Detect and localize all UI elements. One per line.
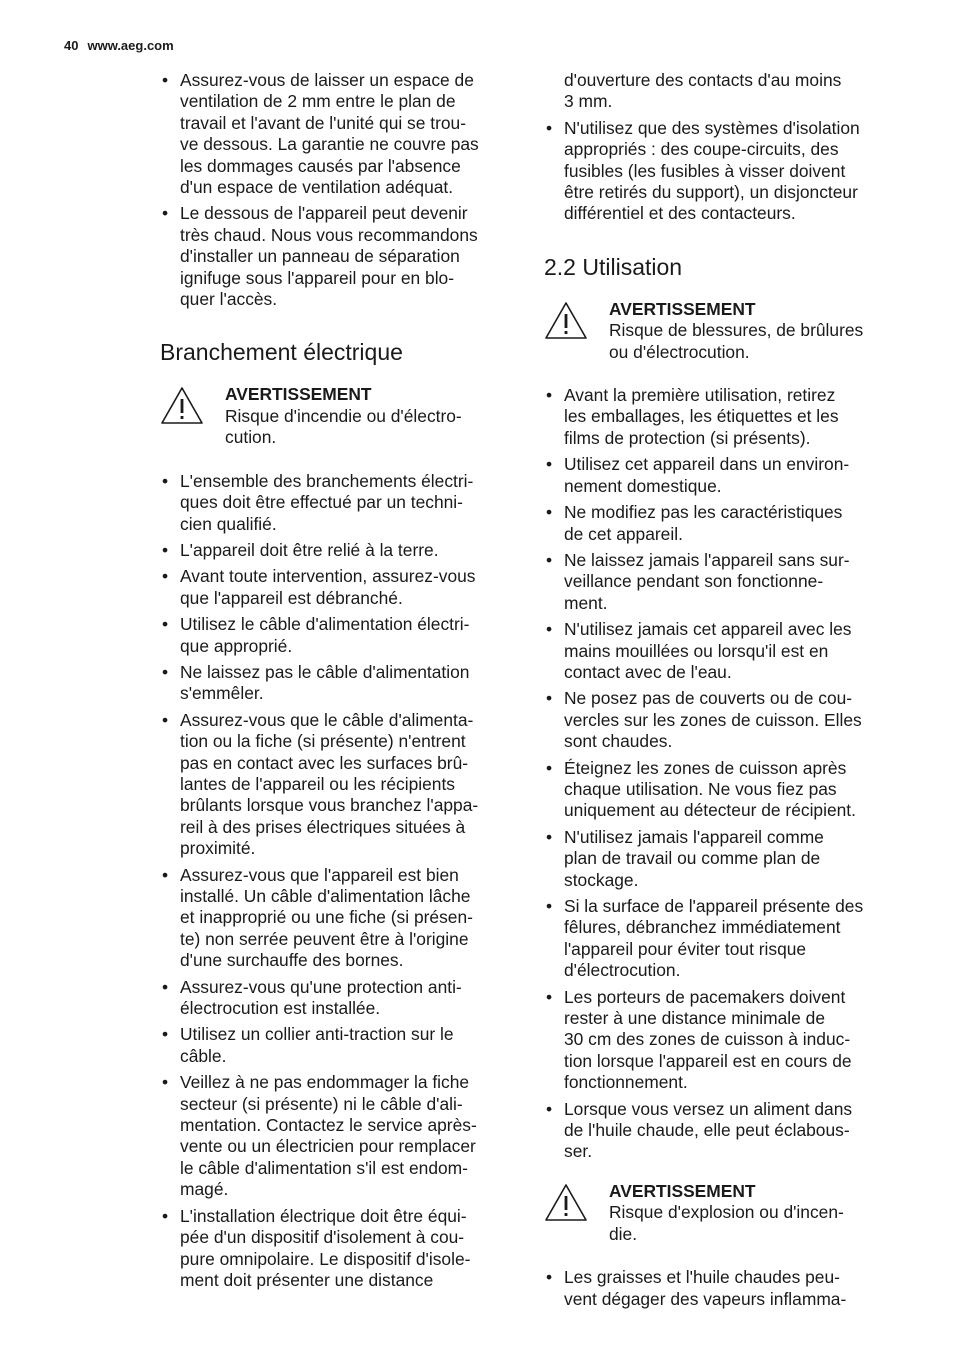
list-item: • Assurez-vous qu'une protection anti- électrocution est installée.	[160, 977, 514, 1020]
left-column	[160, 70, 514, 1296]
list-item: • Avant toute intervention, assurez-vous que l'appareil est débranché.	[160, 566, 514, 609]
grease-bullet-list	[544, 1267, 896, 1310]
list-item: • Le dessous de l'appareil peut devenir très chaud. Nous vous recommandons d'installer un panneau de séparation ignifuge sous l'appareil pour en blo- quer l'accès.	[160, 203, 514, 310]
warning-text: Risque de blessures, de brûlures ou d'électrocution.	[609, 320, 864, 362]
list-item: • N'utilisez jamais l'appareil comme plan de travail ou comme plan de stockage.	[544, 827, 896, 891]
usage-bullet-list	[544, 385, 896, 1163]
list-item: • N'utilisez jamais cet appareil avec les mains mouillées ou lorsqu'il est en contact avec de l'eau.	[544, 619, 896, 683]
section-number: 2.2	[544, 253, 576, 280]
list-item: • Si la surface de l'appareil présente des fêlures, débranchez immédiatement l'appareil pour éviter tout risque d'électrocution.	[544, 896, 896, 982]
list-item: • Utilisez le câble d'alimentation électri- que approprié.	[160, 614, 514, 657]
list-item: • Lorsque vous versez un aliment dans de l'huile chaude, elle peut éclabous- ser.	[544, 1099, 896, 1163]
list-item: • Assurez-vous que le câble d'alimenta- tion ou la fiche (si présente) n'entrent pas en contact avec les surfaces brû- lantes de l'appareil ou les récipients brûlants lorsque vous branchez l'appa- reil à des prises électriques situées à proximité.	[160, 710, 514, 860]
website-url: www.aeg.com	[87, 38, 174, 53]
page-header	[64, 38, 174, 53]
page-number: 40	[64, 38, 79, 53]
list-item: • Utilisez un collier anti-traction sur le câble.	[160, 1024, 514, 1067]
list-item: • L'ensemble des branchements électri- ques doit être effectué par un techni- cien qualifié.	[160, 471, 514, 535]
list-item: • L'appareil doit être relié à la terre.	[160, 540, 514, 561]
warning-box-electrical	[160, 384, 514, 448]
list-item: • Éteignez les zones de cuisson après chaque utilisation. Ne vous fiez pas uniquement au détecteur de récipient.	[544, 758, 896, 822]
list-item: • Avant la première utilisation, retirez les emballages, les étiquettes et les films de protection (si présents).	[544, 385, 896, 449]
list-item: • Assurez-vous que l'appareil est bien installé. Un câble d'alimentation lâche et inapproprié ou une fiche (si présen- te) non serrée peuvent être à l'origine d'une surchauffe des bornes.	[160, 865, 514, 972]
electrical-bullet-list	[160, 471, 514, 1292]
section-heading-branchement: Branchement électrique	[160, 339, 403, 366]
right-column	[544, 70, 896, 1315]
warning-triangle-icon	[544, 1183, 588, 1223]
warning-title: AVERTISSEMENT	[225, 384, 372, 405]
warning-box-injury	[544, 299, 896, 363]
list-item: • L'installation électrique doit être équi- pée d'un dispositif d'isolement à cou- pure omnipolaire. Le dispositif d'isole- ment doit présenter une distance	[160, 1206, 514, 1292]
list-item: • Assurez-vous de laisser un espace de ventilation de 2 mm entre le plan de travail et l'avant de l'unité qui se trou- ve dessous. La garantie ne couvre pas les dommages causés par l'absence d'un espace de ventilation adéquat.	[160, 70, 514, 198]
warning-text: Risque d'incendie ou d'électro- cution.	[225, 405, 462, 448]
isolation-bullet-list	[544, 118, 896, 225]
list-item: • Les graisses et l'huile chaudes peu- vent dégager des vapeurs inflamma-	[544, 1267, 896, 1310]
list-item: • Ne modifiez pas les caractéristiques de cet appareil.	[544, 502, 896, 545]
list-item: • Ne laissez jamais l'appareil sans sur- veillance pendant son fonctionne- ment.	[544, 550, 896, 614]
intro-bullet-list	[160, 70, 514, 310]
list-item: • Utilisez cet appareil dans un environ- nement domestique.	[544, 454, 896, 497]
continued-text: d'ouverture des contacts d'au moins 3 mm.	[564, 70, 842, 112]
warning-title: AVERTISSEMENT	[609, 298, 756, 319]
list-item: • Ne posez pas de couverts ou de cou- vercles sur les zones de cuisson. Elles sont chaudes.	[544, 688, 896, 752]
warning-triangle-icon	[160, 386, 204, 426]
list-item: • Les porteurs de pacemakers doivent rester à une distance minimale de 30 cm des zones de cuisson à induc- tion lorsque l'appareil est en cours de fonctionnement.	[544, 987, 896, 1094]
warning-triangle-icon	[544, 301, 588, 341]
list-item: • N'utilisez que des systèmes d'isolation appropriés : des coupe-circuits, des fusibles (les fusibles à visser doivent être retirés du support), un disjoncteur différentiel et des contacteurs.	[544, 118, 896, 225]
section-title: Utilisation	[582, 253, 683, 280]
warning-box-explosion	[544, 1181, 896, 1245]
section-heading-utilisation	[544, 253, 896, 281]
warning-text: Risque d'explosion ou d'incen- die.	[609, 1202, 844, 1244]
list-item: • Ne laissez pas le câble d'alimentation s'emmêler.	[160, 662, 514, 705]
list-item: • Veillez à ne pas endommager la fiche secteur (si présente) ni le câble d'ali- mentation. Contactez le service après- vente ou un électricien pour remplacer le câble d'alimentation s'il est endom- magé.	[160, 1072, 514, 1200]
warning-title: AVERTISSEMENT	[609, 1180, 756, 1201]
